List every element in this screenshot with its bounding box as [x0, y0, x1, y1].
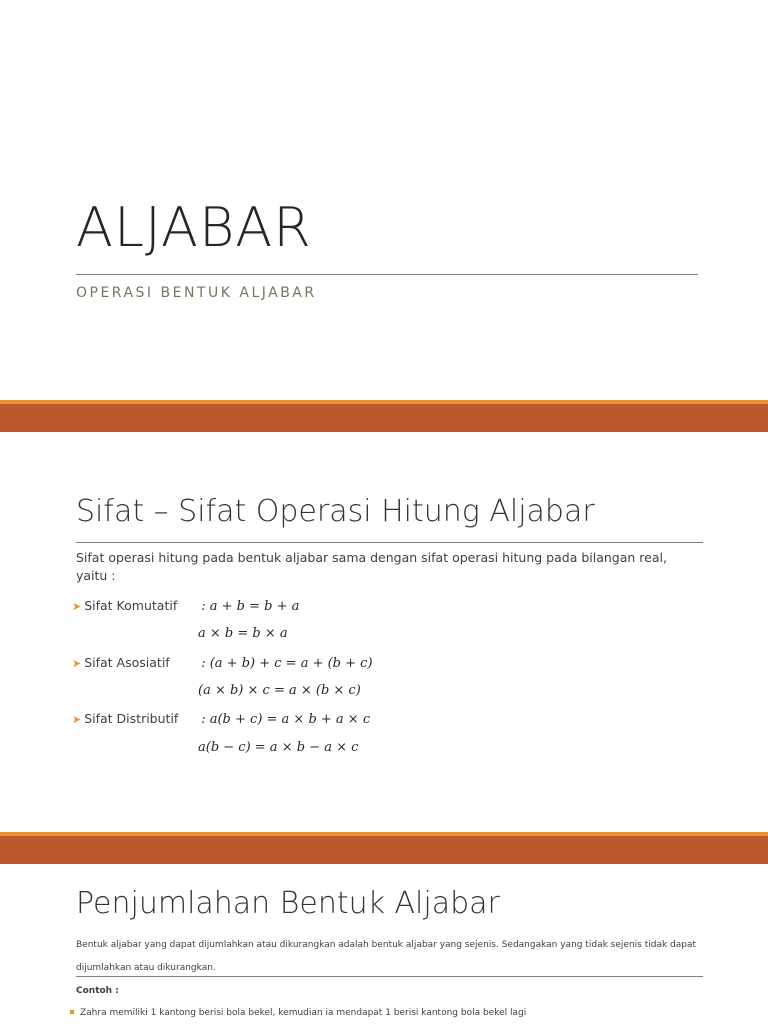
- slide-heading: Sifat – Sifat Operasi Hitung Aljabar: [76, 494, 595, 529]
- slide-properties: [0, 432, 768, 832]
- property-distributive: [72, 710, 370, 729]
- arrow-right-icon: ➤: [72, 657, 82, 670]
- property-label: Sifat Komutatif: [84, 598, 178, 613]
- slide-separator: [0, 832, 768, 864]
- arrow-right-icon: ➤: [72, 600, 82, 613]
- property-associative: [72, 654, 373, 673]
- property-equation: : (a + b) + c = a + (b + c): [201, 656, 373, 671]
- property-label: Sifat Asosiatif: [84, 655, 170, 670]
- intro-text: Bentuk aljabar yang dapat dijumlahkan atau dikurangkan adalah bentuk aljabar yang sejenis. Sedangakan yang tidak sejenis tidak dapat dijumlahkan atau dikurangkan.: [76, 940, 697, 973]
- property-equation-2: a × b = b × a: [198, 626, 288, 641]
- property-label: Sifat Distributif: [84, 711, 179, 726]
- slide-addition: [0, 864, 768, 1024]
- property-equation-2: (a × b) × c = a × (b × c): [198, 683, 361, 698]
- list-item: [70, 1008, 526, 1018]
- heading-divider: [76, 542, 703, 543]
- example-label: Contoh :: [76, 986, 119, 996]
- slide-separator: [0, 400, 768, 432]
- slide-title: [0, 0, 768, 400]
- intro-text: Sifat operasi hitung pada bentuk aljabar sama dengan sifat operasi hitung pada bilangan real, yaitu :: [76, 550, 667, 583]
- title-divider: [76, 274, 698, 275]
- square-bullet-icon: [70, 1010, 74, 1014]
- arrow-right-icon: ➤: [72, 713, 82, 726]
- heading-divider: [76, 976, 703, 977]
- property-commutative: [72, 597, 299, 616]
- property-equation: : a(b + c) = a × b + a × c: [201, 712, 371, 727]
- property-equation: : a + b = b + a: [201, 599, 300, 614]
- property-equation-2: a(b − c) = a × b − a × c: [198, 740, 359, 755]
- list-item-text: Zahra memiliki 1 kantong berisi bola bekel, kemudian ia mendapat 1 berisi kantong bola bekel lagi: [80, 1008, 527, 1018]
- slide-title-heading: ALJABAR: [76, 196, 312, 259]
- slide-subtitle: OPERASI BENTUK ALJABAR: [76, 285, 317, 301]
- slide-heading: Penjumlahan Bentuk Aljabar: [76, 886, 500, 921]
